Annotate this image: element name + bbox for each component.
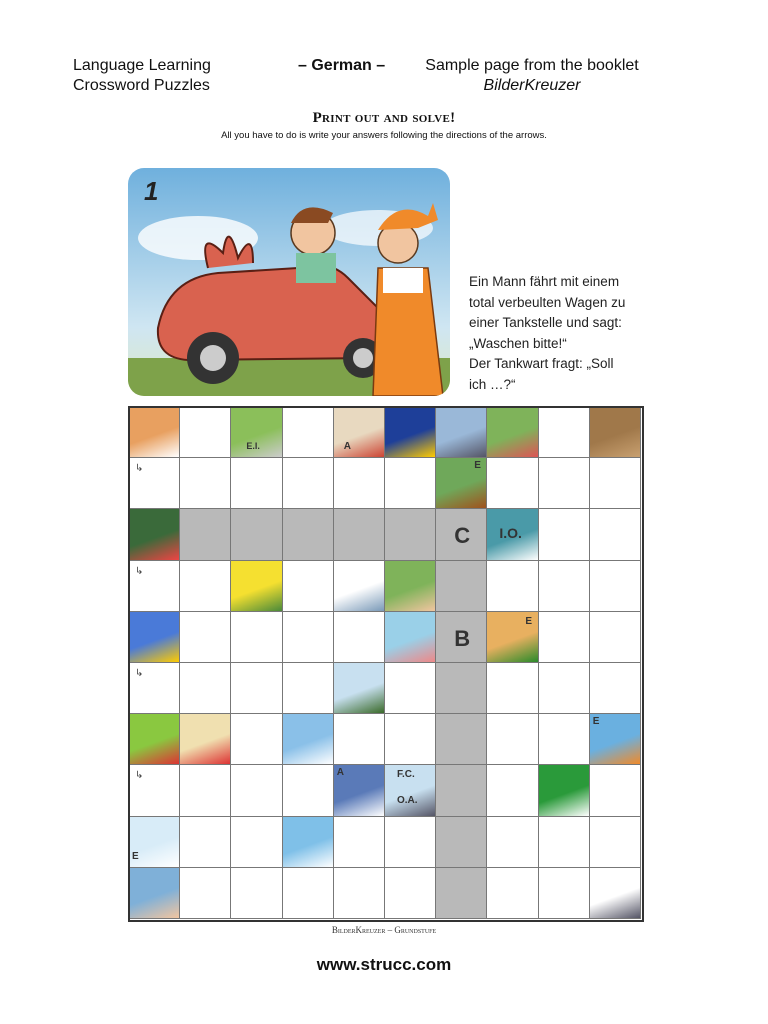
clue-oa-label: O.A. xyxy=(397,795,418,807)
clue-a-label: A xyxy=(336,767,345,779)
story-line: total verbeulten Wagen zu xyxy=(469,294,626,310)
clue-a-label: A xyxy=(343,441,352,452)
clue-e-label: E xyxy=(592,716,600,728)
page-subtitle: All you have to do is write your answers following the directions of the arrows. xyxy=(221,130,547,141)
cartoon-svg xyxy=(128,168,450,396)
clue-e-label: E xyxy=(132,850,139,862)
clue-ei-label: E.I. xyxy=(246,441,260,451)
header-right-line2: BilderKreuzer xyxy=(483,77,581,94)
story-line: einer Tankstelle und sagt: xyxy=(469,315,622,330)
story-line: „Waschen bitte!“ xyxy=(469,335,567,351)
cartoon-illustration xyxy=(128,168,450,396)
header-right xyxy=(417,56,647,96)
story-text xyxy=(469,272,649,395)
story-line: Ein Mann fährt mit einem xyxy=(469,274,620,289)
website-url[interactable]: www.strucc.com xyxy=(316,955,452,974)
story-line: ich …?“ xyxy=(469,376,516,392)
clue-fc-label: F.C. xyxy=(397,769,415,781)
clue-io-label: I.O. xyxy=(499,525,522,542)
direction-arrow-icon: ↳ xyxy=(135,565,144,577)
header-left-line2: Crossword Puzzles xyxy=(73,77,210,94)
page-title: Print out and solve! xyxy=(312,110,456,126)
crossword-frame xyxy=(128,406,644,922)
direction-arrow-icon: ↳ xyxy=(135,668,144,679)
clue-e-label: E xyxy=(525,615,533,627)
clue-e-label: E xyxy=(474,460,481,472)
cartoon-number: 1 xyxy=(144,176,159,206)
solution-letter-c: C xyxy=(454,523,471,549)
header-right-line1: Sample page from the booklet xyxy=(425,57,639,74)
direction-arrow-icon: ↳ xyxy=(135,463,144,475)
booklet-caption: BilderKreuzer – Grundstufe xyxy=(331,925,437,935)
header-center: – German – xyxy=(298,57,386,74)
direction-arrow-icon: ↳ xyxy=(135,770,144,782)
solution-letter-b: B xyxy=(454,625,471,651)
header-left-line1: Language Learning xyxy=(73,57,211,74)
story-line: Der Tankwart fragt: „Soll xyxy=(469,356,614,371)
header-left xyxy=(73,56,211,96)
